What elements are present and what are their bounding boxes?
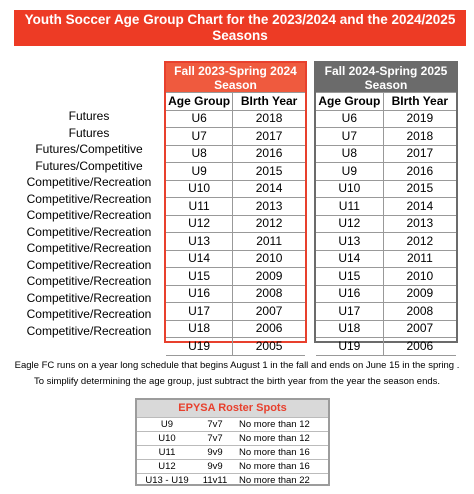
age-group-cell: U6	[166, 110, 233, 128]
birth-year-cell: 2010	[233, 250, 305, 268]
roster-spots-table	[135, 398, 330, 486]
roster-limit-cell: No more than 12	[233, 432, 328, 446]
birth-year-cell: 2005	[233, 338, 305, 356]
table-row	[316, 250, 456, 268]
age-group-cell: U13	[166, 233, 233, 251]
age-group-cell: U12	[316, 215, 383, 233]
birth-year-cell: 2015	[233, 163, 305, 181]
table-row	[316, 233, 456, 251]
roster-age-cell: U9	[137, 418, 197, 432]
table-row	[316, 198, 456, 216]
age-group-cell: U17	[166, 303, 233, 321]
group-name: Futures/Competitive	[35, 142, 143, 156]
age-group-cell: U10	[166, 180, 233, 198]
roster-row	[137, 432, 328, 446]
table-row	[316, 215, 456, 233]
birth-year-cell: 2018	[233, 110, 305, 128]
age-group-cell: U19	[166, 338, 233, 356]
birth-year-cell: 2011	[233, 233, 305, 251]
col-birth-year: BIrth Year	[233, 93, 305, 111]
table-row	[316, 163, 456, 181]
birth-year-cell: 2007	[383, 320, 456, 338]
season-2023-title: Fall 2023-Spring 2024	[174, 63, 297, 78]
group-names-column	[14, 108, 164, 339]
age-group-cell: U17	[316, 303, 383, 321]
birth-year-cell: 2019	[383, 110, 456, 128]
birth-year-cell: 2015	[383, 180, 456, 198]
age-group-tip: To simplify determining the age group, just subtract the birth year from the year the season ends.	[33, 376, 441, 387]
schedule-note: Eagle FC runs on a year long schedule that begins August 1 in the fall and ends on June 15 in the spring .	[14, 360, 460, 371]
roster-format-cell: 9v9	[197, 446, 233, 460]
roster-format-cell: 11v11	[197, 474, 233, 488]
age-group-cell: U18	[316, 320, 383, 338]
season-2023-subtitle: Season	[214, 77, 257, 92]
roster-row	[137, 474, 328, 488]
age-group-cell: U6	[316, 110, 383, 128]
table-row	[166, 198, 305, 216]
birth-year-cell: 2012	[233, 215, 305, 233]
age-group-cell: U8	[166, 145, 233, 163]
birth-year-cell: 2006	[233, 320, 305, 338]
age-group-cell: U7	[316, 128, 383, 146]
birth-year-cell: 2012	[383, 233, 456, 251]
age-group-cell: U12	[166, 215, 233, 233]
season-2024-table	[314, 61, 458, 353]
table-row	[316, 320, 456, 338]
table-row	[316, 128, 456, 146]
birth-year-cell: 2017	[383, 145, 456, 163]
birth-year-cell: 2010	[383, 268, 456, 286]
roster-title: EPYSA Roster Spots	[137, 400, 328, 417]
birth-year-cell: 2014	[233, 180, 305, 198]
season-2024-header	[316, 63, 456, 92]
group-name: Competitive/Recreation	[26, 307, 152, 321]
table-row	[166, 145, 305, 163]
table-row	[166, 338, 305, 356]
age-group-cell: U9	[166, 163, 233, 181]
table-row	[166, 250, 305, 268]
age-group-cell: U18	[166, 320, 233, 338]
birth-year-cell: 2007	[233, 303, 305, 321]
roster-limit-cell: No more than 12	[233, 418, 328, 432]
age-group-cell: U14	[166, 250, 233, 268]
age-group-cell: U11	[316, 198, 383, 216]
roster-limit-cell: No more than 22	[233, 474, 328, 488]
season-2023-table	[164, 61, 307, 353]
age-group-cell: U9	[316, 163, 383, 181]
roster-limit-cell: No more than 16	[233, 460, 328, 474]
birth-year-cell: 2013	[233, 198, 305, 216]
table-row	[166, 180, 305, 198]
season-2023-header	[166, 63, 305, 92]
group-name: Futures	[68, 109, 110, 123]
group-name: Competitive/Recreation	[26, 323, 152, 338]
table-row	[166, 110, 305, 128]
birth-year-cell: 2011	[383, 250, 456, 268]
group-name: Futures/Competitive	[35, 158, 143, 173]
table-row	[316, 145, 456, 163]
table-row	[166, 303, 305, 321]
group-name: Competitive/Recreation	[26, 241, 152, 255]
roster-format-cell: 7v7	[197, 418, 233, 432]
age-group-cell: U10	[316, 180, 383, 198]
table-row	[316, 285, 456, 303]
group-name: Competitive/Recreation	[26, 191, 152, 206]
age-group-cell: U14	[316, 250, 383, 268]
season-2024-title: Fall 2024-Spring 2025	[324, 63, 448, 78]
roster-format-cell: 9v9	[197, 460, 233, 474]
birth-year-cell: 2008	[233, 285, 305, 303]
birth-year-cell: 2008	[383, 303, 456, 321]
table-row	[316, 110, 456, 128]
birth-year-cell: 2006	[383, 338, 456, 356]
age-group-cell: U16	[166, 285, 233, 303]
title-line-1: Youth Soccer Age Group Chart for the 2023/2024 and the 2024/2025	[24, 12, 456, 27]
roster-row	[137, 418, 328, 432]
col-birth-year: BIrth Year	[383, 93, 456, 111]
title-line-2: Seasons	[212, 28, 268, 43]
col-age-group: Age Group	[166, 93, 233, 111]
birth-year-cell: 2016	[383, 163, 456, 181]
roster-format-cell: 7v7	[197, 432, 233, 446]
table-row	[316, 180, 456, 198]
age-group-cell: U15	[316, 268, 383, 286]
roster-age-cell: U13 - U19	[137, 474, 197, 488]
group-name: Competitive/Recreation	[26, 274, 152, 288]
table-row	[166, 233, 305, 251]
table-row	[316, 338, 456, 356]
group-name: Competitive/Recreation	[26, 175, 152, 189]
age-group-cell: U19	[316, 338, 383, 356]
roster-age-cell: U10	[137, 432, 197, 446]
birth-year-cell: 2009	[383, 285, 456, 303]
group-name: Competitive/Recreation	[26, 208, 152, 222]
group-name: Competitive/Recreation	[26, 224, 152, 239]
table-row	[166, 320, 305, 338]
roster-row	[137, 446, 328, 460]
birth-year-cell: 2013	[383, 215, 456, 233]
group-name: Competitive/Recreation	[26, 290, 152, 305]
table-row	[166, 285, 305, 303]
roster-limit-cell: No more than 16	[233, 446, 328, 460]
col-age-group: Age Group	[316, 93, 383, 111]
table-row	[166, 128, 305, 146]
group-name: Futures	[68, 125, 110, 140]
age-group-cell: U13	[316, 233, 383, 251]
age-group-cell: U16	[316, 285, 383, 303]
birth-year-cell: 2017	[233, 128, 305, 146]
birth-year-cell: 2018	[383, 128, 456, 146]
table-row	[316, 303, 456, 321]
birth-year-cell: 2014	[383, 198, 456, 216]
table-row	[166, 268, 305, 286]
table-row	[166, 215, 305, 233]
table-row	[166, 163, 305, 181]
roster-age-cell: U12	[137, 460, 197, 474]
age-group-cell: U11	[166, 198, 233, 216]
title-banner	[14, 10, 466, 46]
season-2024-subtitle: Season	[364, 77, 408, 92]
roster-row	[137, 460, 328, 474]
age-group-cell: U8	[316, 145, 383, 163]
group-name: Competitive/Recreation	[26, 257, 152, 272]
table-row	[316, 268, 456, 286]
roster-age-cell: U11	[137, 446, 197, 460]
birth-year-cell: 2016	[233, 145, 305, 163]
age-group-cell: U15	[166, 268, 233, 286]
birth-year-cell: 2009	[233, 268, 305, 286]
age-group-cell: U7	[166, 128, 233, 146]
